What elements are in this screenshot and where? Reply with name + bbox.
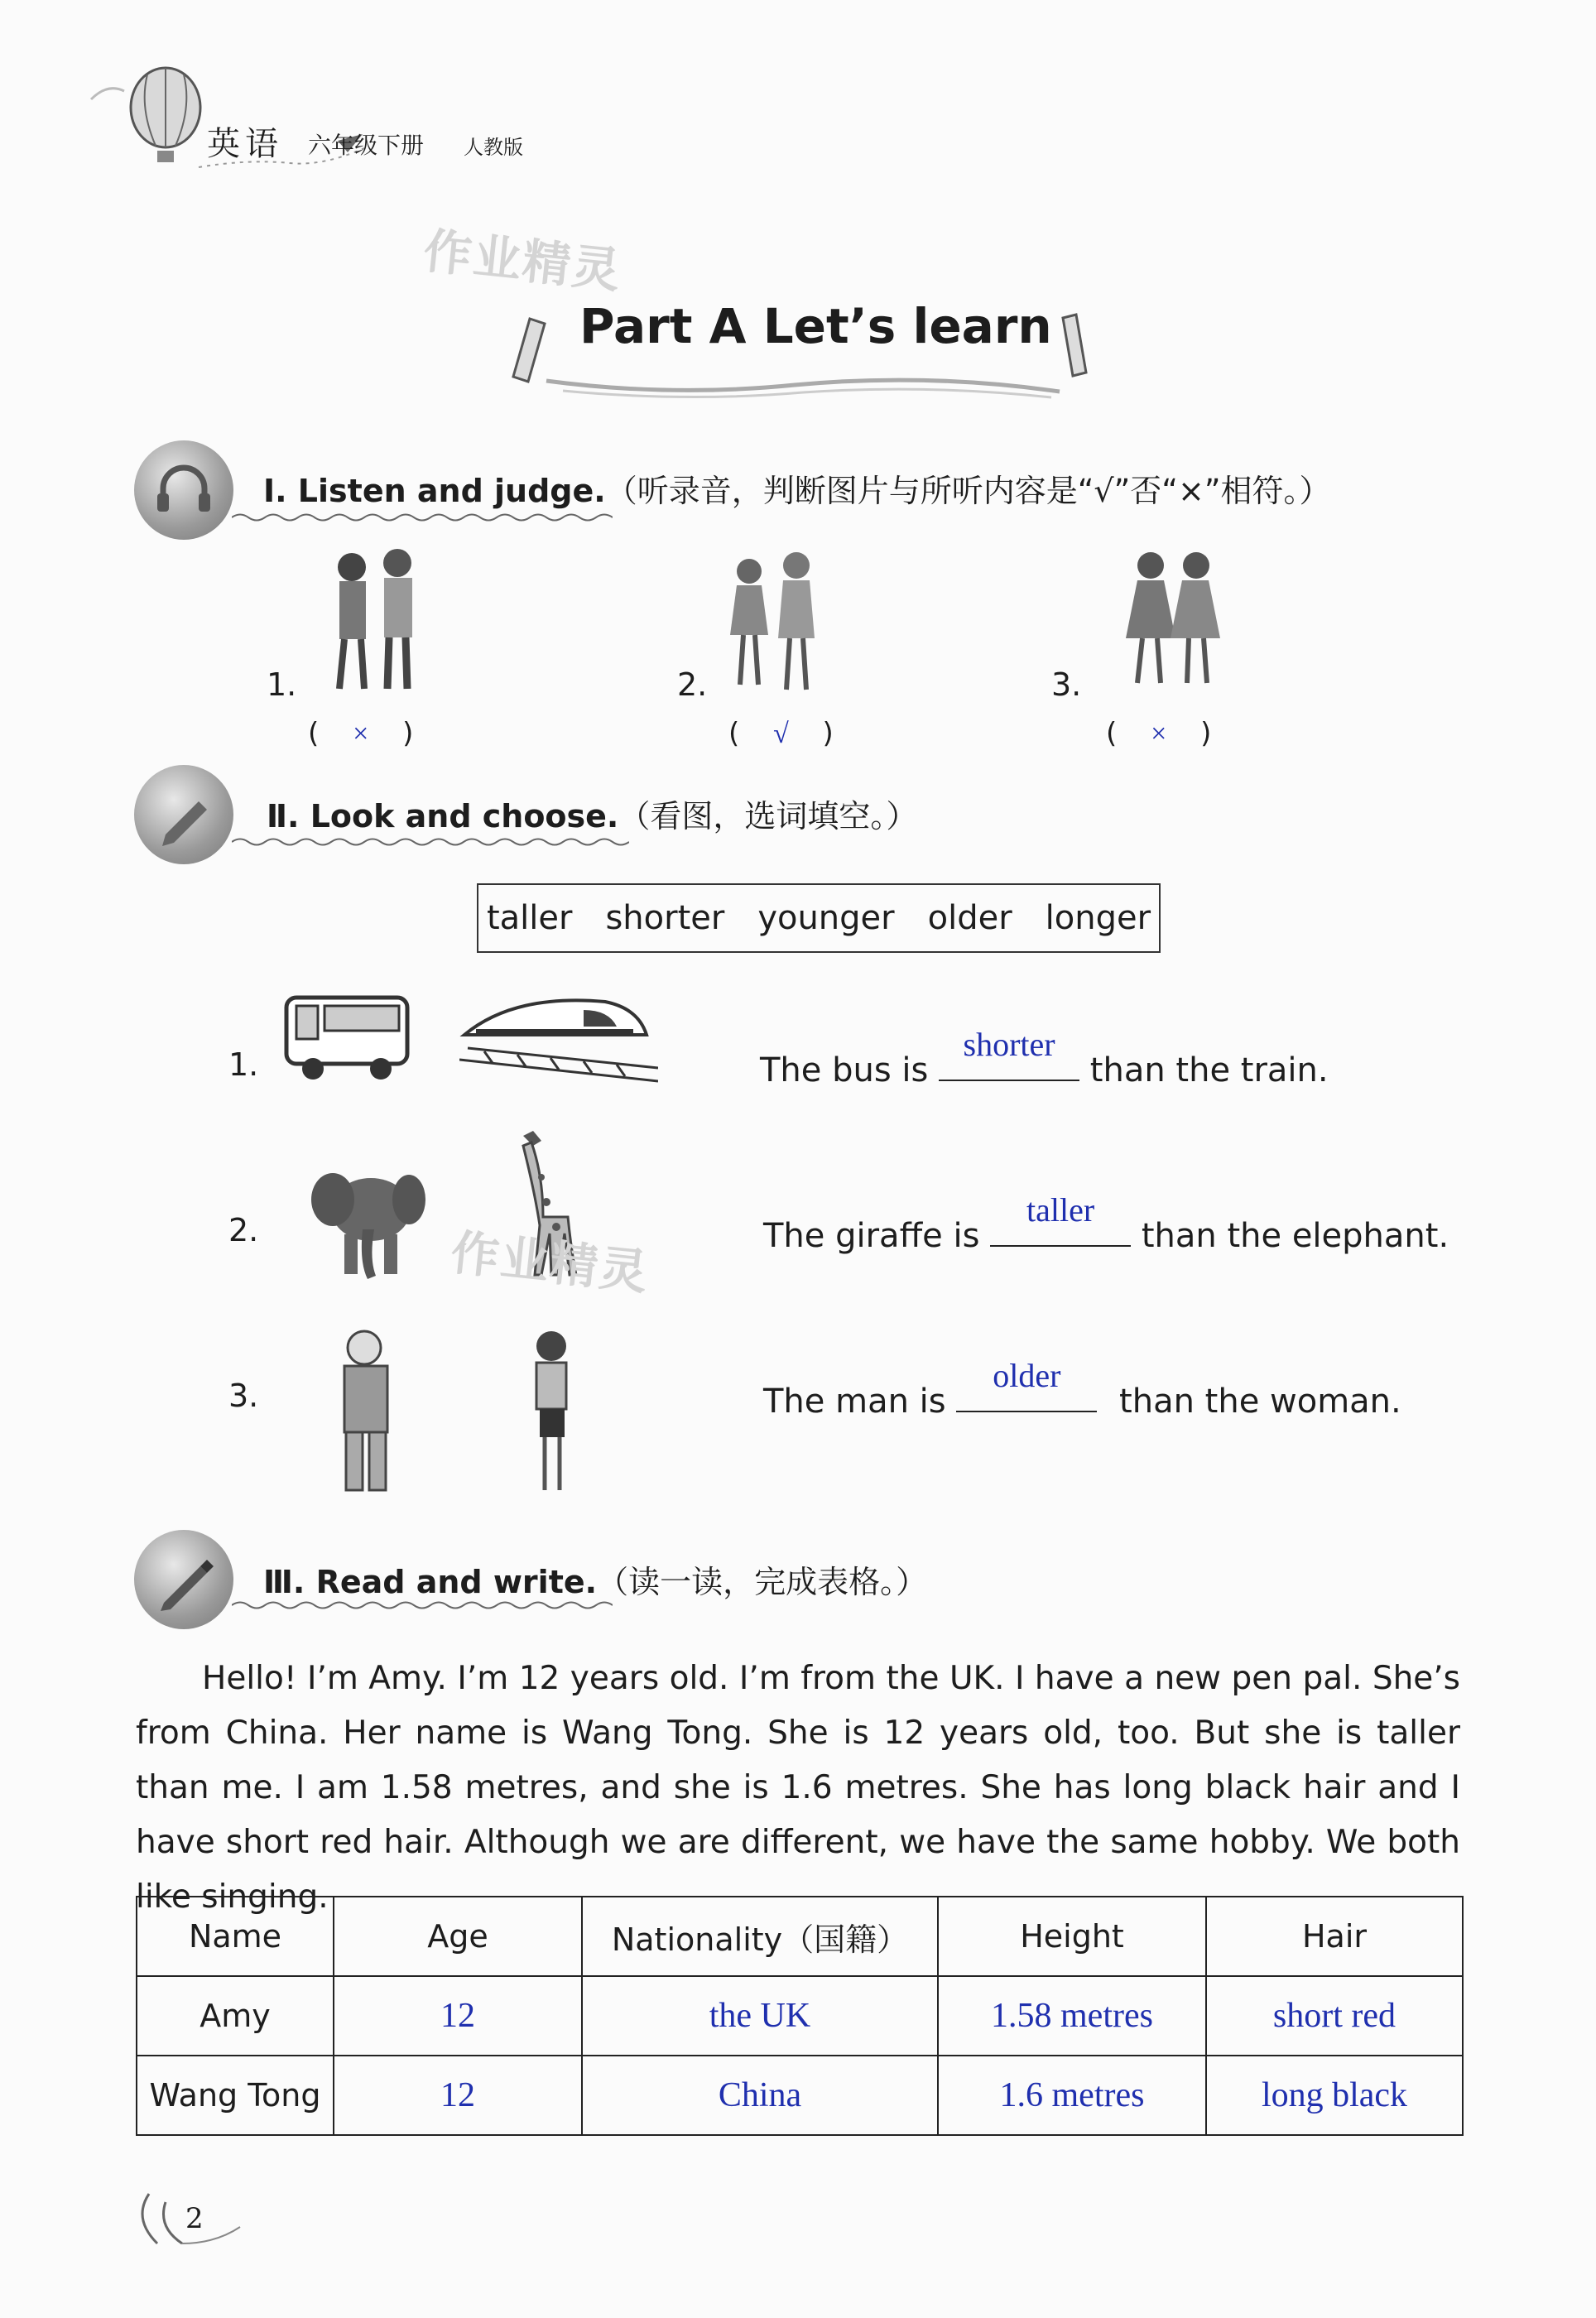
s1-item2-number: 2. <box>677 666 708 703</box>
s2-item3-number: 3. <box>228 1378 259 1414</box>
section2-underline <box>232 836 629 848</box>
table-header-cell: Height <box>938 1897 1206 1976</box>
s2-item3-sentence <box>763 1357 1401 1421</box>
table-cell-hair[interactable]: long black <box>1206 2056 1463 2135</box>
s2-item3-before: The man is <box>763 1383 946 1421</box>
s1-item1-answer: × <box>353 719 369 749</box>
s2-item2-answer: taller <box>1026 1191 1095 1229</box>
header-subject: 英语 <box>207 125 283 163</box>
s1-item1-answer-box[interactable]: ( × ) <box>308 717 414 750</box>
table-row <box>137 1976 1463 2056</box>
picture-two-girls <box>720 542 828 708</box>
header-publisher: 人教版 <box>464 136 523 159</box>
page-number: 2 <box>185 2202 204 2235</box>
picture-old-man <box>321 1325 412 1498</box>
s2-item2-before: The giraffe is <box>763 1217 980 1255</box>
section1-title: Ⅰ. Listen and judge. <box>263 473 606 509</box>
word-bank-item: taller <box>486 899 573 937</box>
s1-item2-answer-box[interactable]: ( √ ) <box>728 717 834 750</box>
table-header-cell: Age <box>334 1897 582 1976</box>
table-cell-name: Wang Tong <box>137 2056 334 2135</box>
pencil-icon <box>134 765 233 864</box>
page-title: Part A Let’s learn <box>579 298 1052 354</box>
section1-underline <box>232 512 613 523</box>
picture-train <box>459 985 658 1089</box>
s2-item3-answer: older <box>993 1357 1061 1394</box>
s2-item1-blank[interactable] <box>939 1026 1079 1081</box>
picture-bus <box>281 989 414 1084</box>
s1-item3-number: 3. <box>1051 666 1082 703</box>
word-bank-item: shorter <box>605 899 725 937</box>
picture-elephant <box>308 1163 428 1283</box>
s2-item2-blank[interactable] <box>990 1191 1131 1247</box>
s1-item2-answer: √ <box>773 719 789 749</box>
section3-underline <box>232 1599 613 1611</box>
picture-two-girls-dresses <box>1101 542 1242 700</box>
table-header-cell: Nationality（国籍） <box>582 1897 938 1976</box>
table-cell-nationality[interactable]: the UK <box>582 1976 938 2056</box>
table-cell-name: Amy <box>137 1976 334 2056</box>
word-bank-item: older <box>927 899 1012 937</box>
section2-heading <box>267 791 917 836</box>
watermark-top: 作业精灵 <box>421 222 625 300</box>
s2-item1-before: The bus is <box>760 1051 929 1089</box>
section1-heading <box>263 465 1331 511</box>
table-cell-hair[interactable]: short red <box>1206 1976 1463 2056</box>
s2-item1-sentence <box>760 1026 1329 1089</box>
s2-item2-after: than the elephant. <box>1141 1217 1449 1255</box>
section3-heading <box>263 1556 927 1602</box>
pen-icon <box>134 1530 233 1629</box>
table-row <box>137 2056 1463 2135</box>
headphones-icon <box>134 440 233 540</box>
section2-instruction: （看图，选词填空。） <box>618 798 918 834</box>
picture-two-boys <box>315 538 430 704</box>
watermark-middle: 作业精灵 <box>448 1224 652 1301</box>
table-header-row <box>137 1897 1463 1976</box>
s2-item3-blank[interactable] <box>956 1357 1097 1412</box>
word-bank-item: younger <box>757 899 895 937</box>
table-cell-nationality[interactable]: China <box>582 2056 938 2135</box>
picture-woman <box>515 1325 589 1498</box>
table-cell-age[interactable]: 12 <box>334 1976 582 2056</box>
s2-item2-sentence <box>763 1191 1449 1255</box>
section1-instruction: （听录音，判断图片与所听内容是“√”否“×”相符。） <box>605 473 1331 509</box>
info-table <box>136 1896 1464 2136</box>
section2-title: Ⅱ. Look and choose. <box>267 798 619 834</box>
header-grade: 六年级下册 <box>308 132 425 159</box>
table-cell-age[interactable]: 12 <box>334 2056 582 2135</box>
s2-item1-after: than the train. <box>1089 1051 1329 1089</box>
section3-instruction: （读一读，完成表格。） <box>597 1564 928 1600</box>
s2-item1-answer: shorter <box>963 1026 1055 1063</box>
word-bank-item: longer <box>1045 899 1151 937</box>
table-cell-height[interactable]: 1.6 metres <box>938 2056 1206 2135</box>
s1-item3-answer: × <box>1151 719 1167 749</box>
table-cell-height[interactable]: 1.58 metres <box>938 1976 1206 2056</box>
table-header-cell: Hair <box>1206 1897 1463 1976</box>
table-header-cell: Name <box>137 1897 334 1976</box>
section3-title: Ⅲ. Read and write. <box>263 1564 598 1600</box>
s1-item1-number: 1. <box>267 666 297 703</box>
s1-item3-answer-box[interactable]: ( × ) <box>1106 717 1212 750</box>
s2-item1-number: 1. <box>228 1046 259 1083</box>
s2-item3-after: than the woman. <box>1119 1383 1401 1421</box>
word-bank <box>477 883 1161 953</box>
s2-item2-number: 2. <box>228 1212 259 1248</box>
reading-passage: Hello! I’m Amy. I’m 12 years old. I’m from the UK. I have a new pen pal. She’s from China. Her name is Wang Tong. She is 12 years old, too. But she is taller than me. I am 1.58 metres, and she is 1.6 metres. She has long black hair and I have short red hair. Although we are different, we have the same hobby. We both like singing. <box>136 1660 1460 1916</box>
